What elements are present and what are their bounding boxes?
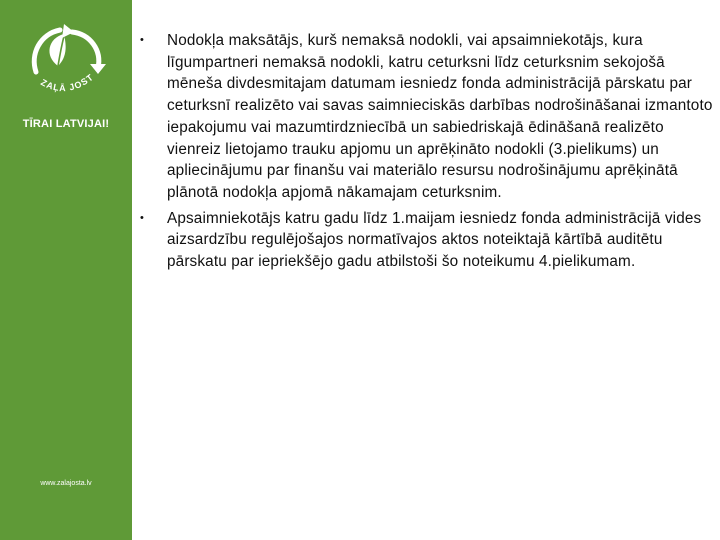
sidebar [0, 0, 132, 540]
website-link[interactable]: www.zalajosta.lv [40, 480, 92, 487]
logo-text: ZAĻĀ JOST [39, 72, 96, 94]
slide-content [140, 30, 718, 277]
list-item [140, 208, 718, 273]
list-item [140, 30, 718, 204]
bullet-icon: • [140, 211, 144, 224]
tagline: TĪRAI LATVIJAI! [22, 118, 110, 130]
zala-josta-logo [18, 22, 114, 108]
bullet-list [140, 30, 718, 273]
logo-emblem-icon [18, 22, 114, 108]
bullet-text: Apsaimniekotājs katru gadu līdz 1.maijam iesniedz fonda administrācijā vides aizsardzību regulējošajos normatīvajos aktos noteiktajā kārtībā auditētu pārskatu par iepriekšējo gadu atbilstoši šo noteikumu 4.pielikumam. [167, 209, 702, 271]
bullet-text: Nodokļa maksātājs, kurš nemaksā nodokli, vai apsaimniekotājs, kura līgumpartneri nemaksā nodokli, katru ceturksni līdz ceturksnim sekojošā mēneša divdesmitajam datumam iesniedz fonda administrācijā pārskatu par ceturksnī realizēto vai savas saimnieciskās darbības nodrošināšanai izmantoto iepakojumu vai mazumtirdzniecībā un sabiedriskajā ēdināšanā realizēto vienreiz lietojamo trauku apjomu un aprēķināto nodokli (3.pielikums) un apliecinājumu par finanšu vai materiālo resursu nodrošinājumu aprēķinātā plānotā nodokļa apjomā nākamajam ceturksnim. [167, 32, 713, 201]
bullet-icon: • [140, 34, 144, 46]
